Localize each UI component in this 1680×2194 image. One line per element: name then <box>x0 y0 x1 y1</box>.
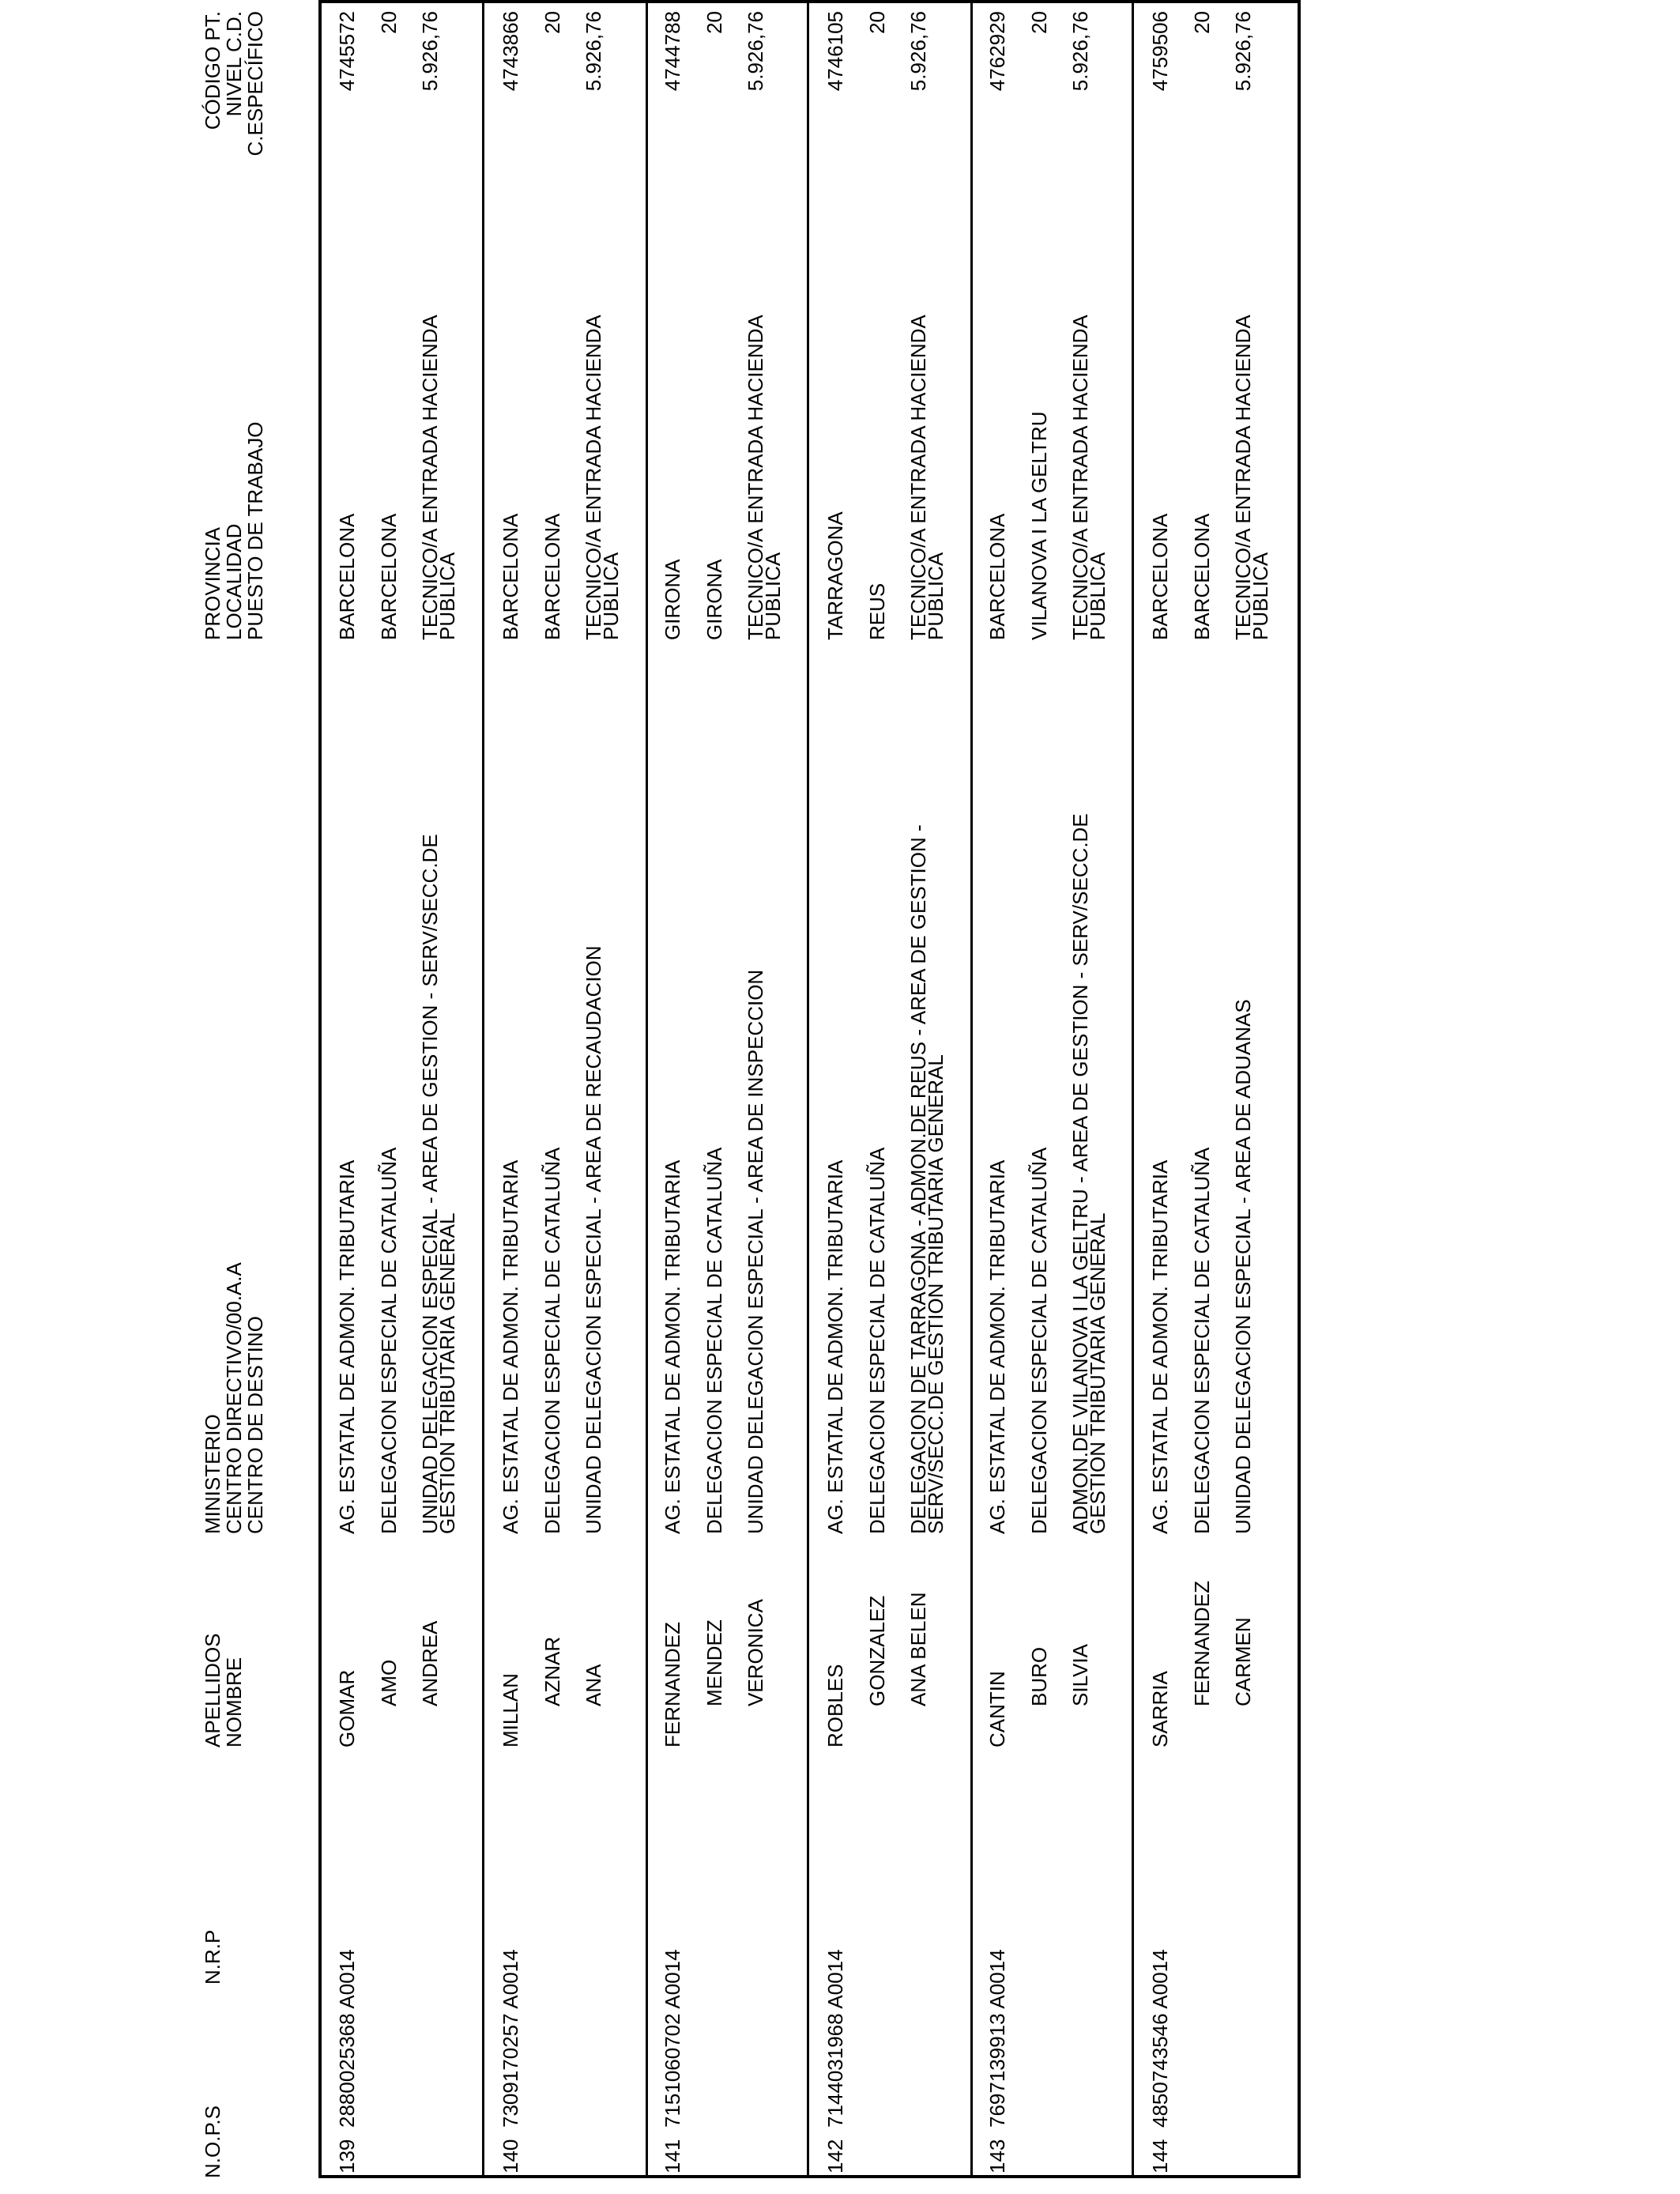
row-divider <box>1132 0 1134 2178</box>
codigo-cell: 4762929 <box>985 11 1009 92</box>
header-centro-directivo-line: CENTRO DIRECTIVO/00.A.A <box>222 1262 246 1534</box>
centro-destino-line: ADMON.DE VILANOVA I LA GELTRU - AREA DE GESTION - SERV/SECC.DE <box>1068 813 1092 1534</box>
nivel-cell: 20 <box>865 11 889 34</box>
puesto-line: TECNICO/A ENTRADA HACIENDA <box>418 315 442 640</box>
centro-directivo-cell: DELEGACION ESPECIAL DE CATALUÑA <box>1027 1147 1051 1534</box>
header-nrp: N.R.P <box>201 1929 224 1985</box>
nivel-cell: 20 <box>1190 11 1214 34</box>
header-apellidos <box>202 1633 245 1747</box>
ministerio-cell: AG. ESTATAL DE ADMON. TRIBUTARIA <box>985 1159 1009 1534</box>
nivel-cell: 20 <box>377 11 401 34</box>
nombre-cell: ANA BELEN <box>906 1592 930 1706</box>
apellido2-cell: MENDEZ <box>703 1619 726 1706</box>
centro-directivo-cell: DELEGACION ESPECIAL DE CATALUÑA <box>865 1147 889 1534</box>
header-apellidos-line: APELLIDOS <box>201 1633 224 1747</box>
codigo-cell: 4743866 <box>499 11 522 92</box>
header-especifico-line: C.ESPECÍFICO <box>243 11 267 156</box>
provincia-cell: BARCELONA <box>499 513 522 640</box>
nrp-cell: 7309170257 A0014 <box>499 1949 522 2128</box>
nivel-cell: 20 <box>541 11 564 34</box>
especifico-cell: 5.926,76 <box>744 11 767 92</box>
localidad-cell: REUS <box>865 582 889 640</box>
centro-directivo-cell: DELEGACION ESPECIAL DE CATALUÑA <box>541 1147 564 1534</box>
puesto-line: TECNICO/A ENTRADA HACIENDA <box>582 315 605 640</box>
nrp-cell: 4850743546 A0014 <box>1148 1949 1172 2128</box>
localidad-cell: BARCELONA <box>541 513 564 640</box>
nrp-cell: 2880025368 A0014 <box>335 1949 359 2128</box>
centro-destino-line: GESTION TRIBUTARIA GENERAL <box>435 1212 459 1534</box>
header-ministerio <box>202 1262 266 1534</box>
records-table <box>318 0 1301 2178</box>
apellido1-cell: FERNANDEZ <box>661 1622 684 1747</box>
ministerio-cell: AG. ESTATAL DE ADMON. TRIBUTARIA <box>661 1159 684 1534</box>
especifico-cell: 5.926,76 <box>1231 11 1255 92</box>
apellido1-cell: SARRIA <box>1148 1671 1172 1747</box>
apellido1-cell: MILLAN <box>499 1673 522 1747</box>
header-codigo <box>202 11 266 240</box>
row-divider <box>970 0 973 2178</box>
row-divider <box>646 0 648 2178</box>
especifico-cell: 5.926,76 <box>582 11 605 92</box>
nops-cell: 141 <box>661 2139 684 2173</box>
codigo-cell: 4744788 <box>661 11 684 92</box>
nombre-cell: SILVIA <box>1068 1643 1092 1706</box>
apellido1-cell: CANTIN <box>985 1671 1009 1747</box>
header-nombre-line: NOMBRE <box>222 1657 246 1747</box>
apellido2-cell: BURO <box>1027 1646 1051 1706</box>
nops-cell: 139 <box>335 2139 359 2173</box>
row-divider <box>807 0 809 2178</box>
localidad-cell: GIRONA <box>703 559 726 640</box>
provincia-cell: GIRONA <box>661 559 684 640</box>
puesto-line: TECNICO/A ENTRADA HACIENDA <box>906 315 930 640</box>
nivel-cell: 20 <box>703 11 726 34</box>
localidad-cell: BARCELONA <box>1190 513 1214 640</box>
ministerio-cell: AG. ESTATAL DE ADMON. TRIBUTARIA <box>335 1159 359 1534</box>
centro-destino-line: UNIDAD DELEGACION ESPECIAL - AREA DE RECAUDACION <box>582 945 605 1534</box>
provincia-cell: BARCELONA <box>985 513 1009 640</box>
centro-destino-line: UNIDAD DELEGACION ESPECIAL - AREA DE ADUANAS <box>1231 999 1255 1534</box>
header-nivel-line: NIVEL C.D. <box>222 11 246 117</box>
codigo-cell: 4745572 <box>335 11 359 92</box>
centro-destino-line: UNIDAD DELEGACION ESPECIAL - AREA DE GESTION - SERV/SECC.DE <box>418 834 442 1534</box>
centro-destino-line: GESTION TRIBUTARIA GENERAL <box>1086 1212 1109 1534</box>
apellido2-cell: AMO <box>377 1659 401 1706</box>
nombre-cell: VERONICA <box>744 1599 767 1706</box>
ministerio-cell: AG. ESTATAL DE ADMON. TRIBUTARIA <box>823 1159 847 1534</box>
apellido2-cell: GONZALEZ <box>865 1595 889 1706</box>
header-ministerio-line: MINISTERIO <box>201 1414 224 1534</box>
localidad-cell: BARCELONA <box>377 513 401 640</box>
nombre-cell: ANA <box>582 1664 605 1706</box>
nombre-cell: ANDREA <box>418 1620 442 1706</box>
puesto-line: PUBLICA <box>435 552 459 640</box>
nrp-cell: 7697139913 A0014 <box>985 1949 1009 2128</box>
header-nops: N.O.P.S <box>201 2105 224 2178</box>
centro-directivo-cell: DELEGACION ESPECIAL DE CATALUÑA <box>1190 1147 1214 1534</box>
header-centro-destino-line: CENTRO DE DESTINO <box>243 1316 267 1534</box>
apellido2-cell: FERNANDEZ <box>1190 1581 1214 1706</box>
localidad-cell: VILANOVA I LA GELTRU <box>1027 411 1051 640</box>
especifico-cell: 5.926,76 <box>906 11 930 92</box>
nops-cell: 142 <box>823 2139 847 2173</box>
nivel-cell: 20 <box>1027 11 1051 34</box>
provincia-cell: TARRAGONA <box>823 511 847 640</box>
especifico-cell: 5.926,76 <box>1068 11 1092 92</box>
nrp-cell: 7151060702 A0014 <box>661 1949 684 2128</box>
header-codigo-line: CÓDIGO PT. <box>201 11 224 130</box>
nrp-cell: 7144031968 A0014 <box>823 1949 847 2128</box>
apellido1-cell: GOMAR <box>335 1669 359 1747</box>
provincia-cell: BARCELONA <box>335 513 359 640</box>
puesto-line: PUBLICA <box>1249 552 1272 640</box>
puesto-line: PUBLICA <box>924 552 947 640</box>
apellido2-cell: AZNAR <box>541 1636 564 1706</box>
centro-destino-line: DELEGACION DE TARRAGONA - ADMON.DE REUS - AREA DE GESTION - <box>906 824 930 1534</box>
row-divider <box>482 0 484 2178</box>
centro-directivo-cell: DELEGACION ESPECIAL DE CATALUÑA <box>703 1147 726 1534</box>
header-provincia-line: PROVINCIA <box>201 526 224 640</box>
centro-directivo-cell: DELEGACION ESPECIAL DE CATALUÑA <box>377 1147 401 1534</box>
header-provincia <box>202 422 266 640</box>
ministerio-cell: AG. ESTATAL DE ADMON. TRIBUTARIA <box>499 1159 522 1534</box>
puesto-line: TECNICO/A ENTRADA HACIENDA <box>1231 315 1255 640</box>
nombre-cell: CARMEN <box>1231 1617 1255 1706</box>
puesto-line: TECNICO/A ENTRADA HACIENDA <box>1068 315 1092 640</box>
especifico-cell: 5.926,76 <box>418 11 442 92</box>
puesto-line: PUBLICA <box>599 552 623 640</box>
provincia-cell: BARCELONA <box>1148 513 1172 640</box>
codigo-cell: 4759506 <box>1148 11 1172 92</box>
nops-cell: 140 <box>499 2139 522 2173</box>
centro-destino-line: UNIDAD DELEGACION ESPECIAL - AREA DE INSPECCION <box>744 969 767 1534</box>
ministerio-cell: AG. ESTATAL DE ADMON. TRIBUTARIA <box>1148 1159 1172 1534</box>
puesto-line: PUBLICA <box>1086 552 1109 640</box>
puesto-line: PUBLICA <box>761 552 785 640</box>
puesto-line: TECNICO/A ENTRADA HACIENDA <box>744 315 767 640</box>
apellido1-cell: ROBLES <box>823 1664 847 1747</box>
codigo-cell: 4746105 <box>823 11 847 92</box>
nops-cell: 143 <box>985 2139 1009 2173</box>
header-puesto-line: PUESTO DE TRABAJO <box>243 421 267 640</box>
header-localidad-line: LOCALIDAD <box>222 523 246 640</box>
nops-cell: 144 <box>1148 2139 1172 2173</box>
centro-destino-line: SERV/SECC.DE GESTION TRIBUTARIA GENERAL <box>924 1054 947 1534</box>
